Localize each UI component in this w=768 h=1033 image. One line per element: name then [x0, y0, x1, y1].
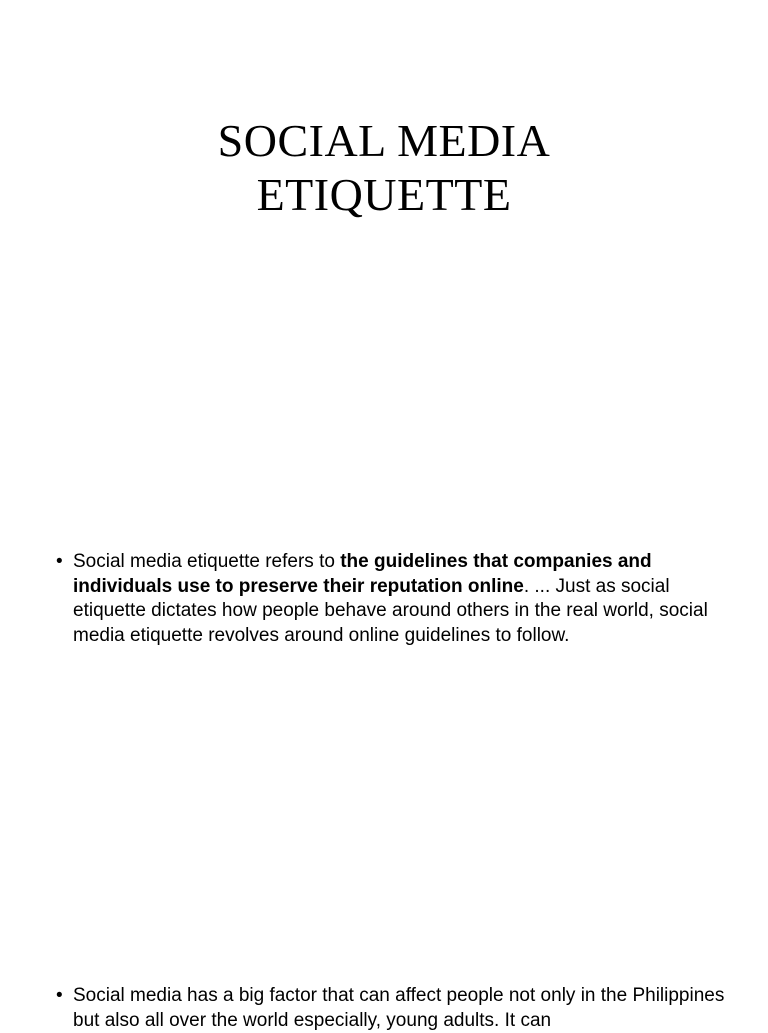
bullet-marker: •	[56, 551, 63, 572]
title-line-2: ETIQUETTE	[256, 169, 512, 220]
bullet-marker: •	[56, 985, 63, 1006]
bullet-text-before: Social media etiquette refers to	[73, 551, 341, 572]
bullet-text-bold: the guidelines that companies and individuals use to preserve their reputation online	[73, 551, 652, 597]
bullet-text: Social media has a big factor that can affect people not only in the Philippines but also all over the world especially, young adults. It can	[73, 985, 725, 1031]
bullet-text-after: . ... Just as social etiquette dictates how people behave around others in the real world, social media etiquette revolves around online guidelines to follow.	[73, 575, 708, 646]
bullet-text	[73, 550, 736, 648]
title-line-1: SOCIAL MEDIA	[217, 115, 551, 166]
slide-title	[0, 114, 768, 222]
bullet-item-impact	[56, 984, 736, 1033]
bullet-item-definition	[56, 550, 736, 648]
